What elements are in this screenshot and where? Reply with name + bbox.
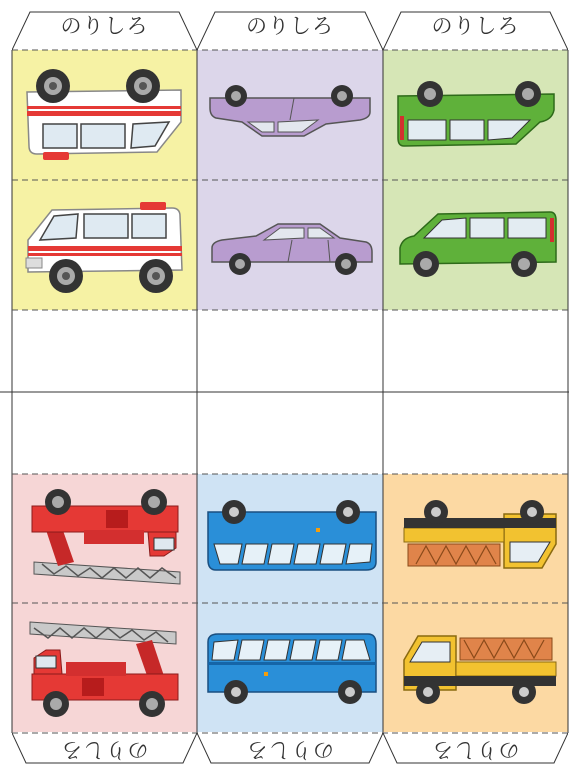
top-glue-tab-1 bbox=[12, 0, 197, 50]
glue-tab-label: のりしろ bbox=[60, 14, 149, 38]
ambulance-icon bbox=[22, 200, 187, 298]
bottom-glue-tab-2 bbox=[197, 733, 383, 766]
glue-tab-label: のりしろ bbox=[431, 14, 520, 38]
fire-truck-icon bbox=[26, 618, 184, 722]
minivan-icon bbox=[394, 208, 560, 280]
ambulance-icon bbox=[22, 64, 187, 162]
glue-tab-label: のりしろ bbox=[246, 738, 334, 762]
minivan-icon bbox=[394, 78, 560, 150]
top-glue-tab-2 bbox=[197, 0, 383, 50]
pickup-truck-icon bbox=[398, 630, 562, 710]
glue-tab-label: のりしろ bbox=[246, 14, 334, 38]
pickup-truck-icon bbox=[398, 494, 562, 574]
bus-icon bbox=[204, 494, 380, 574]
sedan-icon bbox=[208, 82, 374, 142]
bottom-glue-tab-1 bbox=[12, 733, 197, 766]
top-glue-tab-3 bbox=[383, 0, 568, 50]
sedan-icon bbox=[208, 218, 374, 278]
fire-truck-icon bbox=[26, 484, 184, 588]
glue-tab-label: のりしろ bbox=[60, 738, 149, 762]
bus-icon bbox=[204, 630, 380, 710]
glue-tab-label: のりしろ bbox=[431, 738, 520, 762]
bottom-glue-tab-3 bbox=[383, 733, 568, 766]
